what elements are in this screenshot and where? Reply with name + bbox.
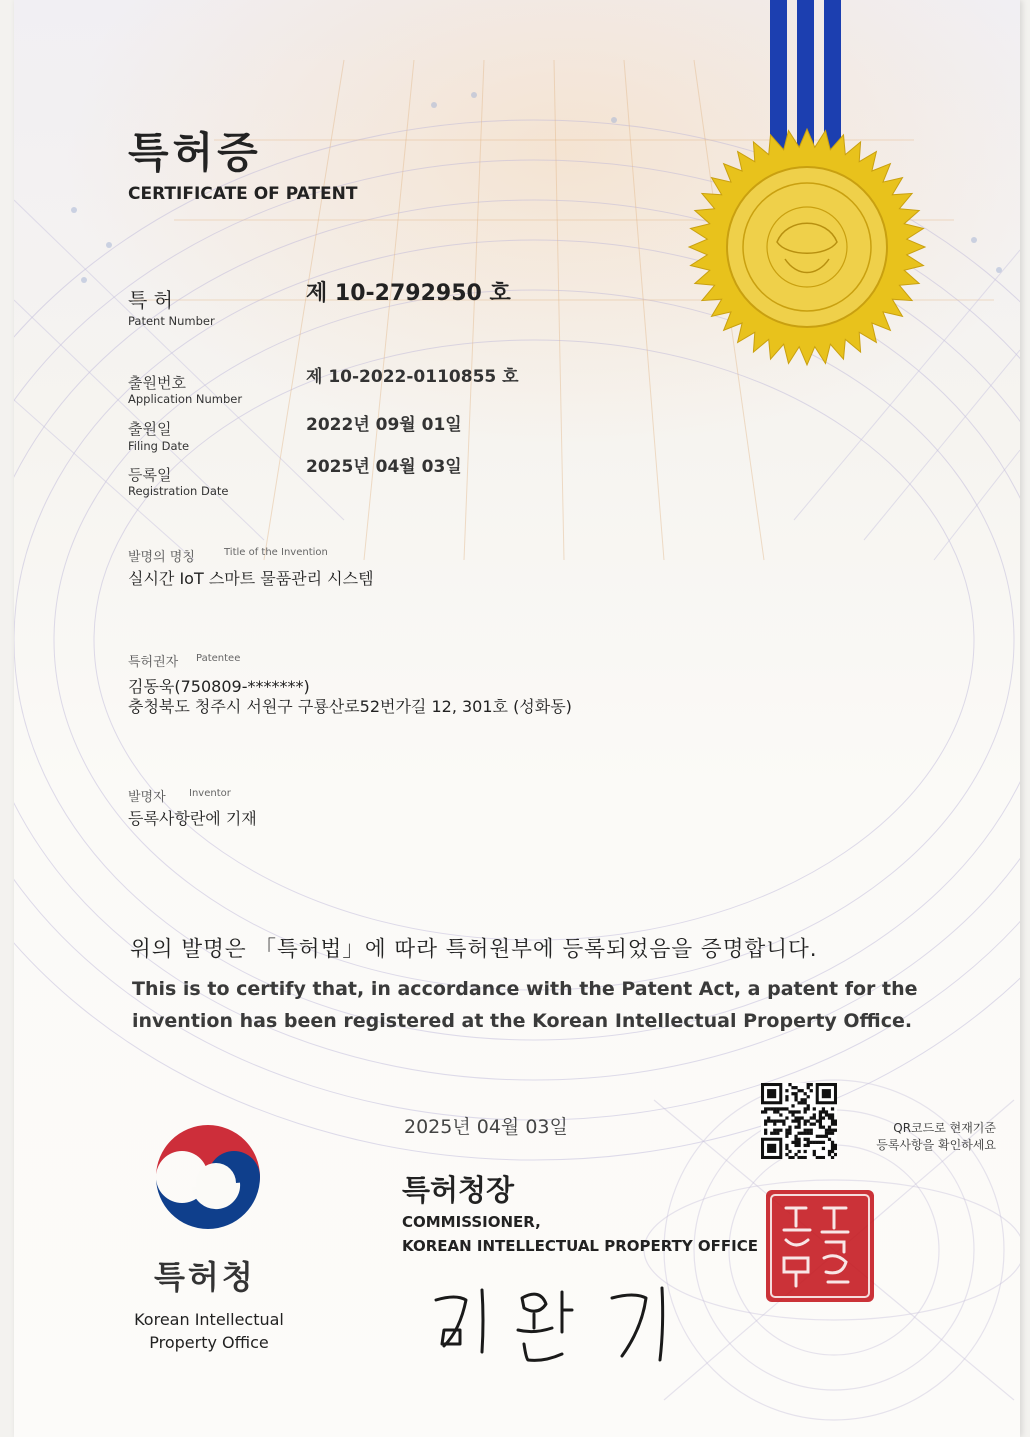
official-red-stamp-icon (762, 1186, 878, 1306)
invention-title-label-en: Title of the Invention (224, 547, 328, 558)
registration-date-label-en: Registration Date (128, 484, 229, 498)
inventor-value: 등록사항란에 기재 (128, 809, 257, 828)
certification-statement-ko: 위의 발명은 「특허법」에 따라 특허원부에 등록되었음을 증명합니다. (130, 937, 818, 962)
filing-date-value: 2022년 09월 01일 (306, 415, 462, 435)
patent-number-label-en: Patent Number (128, 314, 215, 328)
certificate-title-en: CERTIFICATE OF PATENT (128, 184, 358, 204)
invention-title-label-ko: 발명의 명칭 (128, 550, 195, 565)
invention-title-value: 실시간 IoT 스마트 물품관리 시스템 (128, 569, 374, 588)
kipo-name-en (114, 1308, 304, 1354)
application-number-value: 제 10-2022-0110855 호 (306, 367, 519, 387)
kipo-name-en-line2: Property Office (149, 1333, 269, 1352)
inventor-label-ko: 발명자 (128, 790, 166, 805)
issue-date: 2025년 04월 03일 (404, 1116, 568, 1138)
commissioner-title-ko: 특허청장 (402, 1173, 515, 1207)
application-number-label-en: Application Number (128, 392, 243, 406)
registration-date-value: 2025년 04월 03일 (306, 457, 462, 477)
qr-code-note-line2: 등록사항을 확인하세요 (876, 1138, 996, 1152)
patentee-name: 김동욱(750809-*******) (128, 677, 310, 696)
kipo-name-ko: 특허청 (154, 1258, 256, 1296)
patent-number-label-ko: 특 허 (128, 288, 173, 312)
patentee-address: 충청북도 청주시 서원구 구룡산로52번가길 12, 301호 (성화동) (128, 697, 572, 716)
application-number-label-ko: 출원번호 (128, 374, 186, 392)
filing-date-label-ko: 출원일 (128, 420, 172, 438)
commissioner-signature (422, 1270, 682, 1370)
patentee-label-en: Patentee (196, 653, 241, 664)
certificate-sheet (14, 0, 1020, 1437)
patent-number-value: 제 10-2792950 호 (306, 281, 511, 306)
kipo-name-en-line1: Korean Intellectual (134, 1310, 284, 1329)
commissioner-title-en (402, 1210, 758, 1258)
certification-statement-en-line1: This is to certify that, in accordance with the Patent Act, a patent for the (132, 978, 918, 1000)
qr-code-note-line1: QR코드로 현재기준 (893, 1121, 996, 1135)
commissioner-title-en-line2: KOREAN INTELLECTUAL PROPERTY OFFICE (402, 1237, 759, 1255)
certificate-title-ko: 특허증 (128, 128, 262, 177)
commissioner-title-en-line1: COMMISSIONER, (402, 1213, 541, 1231)
registration-date-label-ko: 등록일 (128, 466, 172, 484)
certification-statement-en-line2: invention has been registered at the Korean Intellectual Property Office. (132, 1010, 913, 1032)
kipo-taegeuk-emblem-icon (149, 1118, 267, 1236)
inventor-label-en: Inventor (189, 788, 231, 799)
patentee-label-ko: 특허권자 (128, 655, 179, 670)
filing-date-label-en: Filing Date (128, 439, 190, 453)
gold-seal-icon (682, 122, 932, 372)
qr-code-note (820, 1120, 996, 1154)
